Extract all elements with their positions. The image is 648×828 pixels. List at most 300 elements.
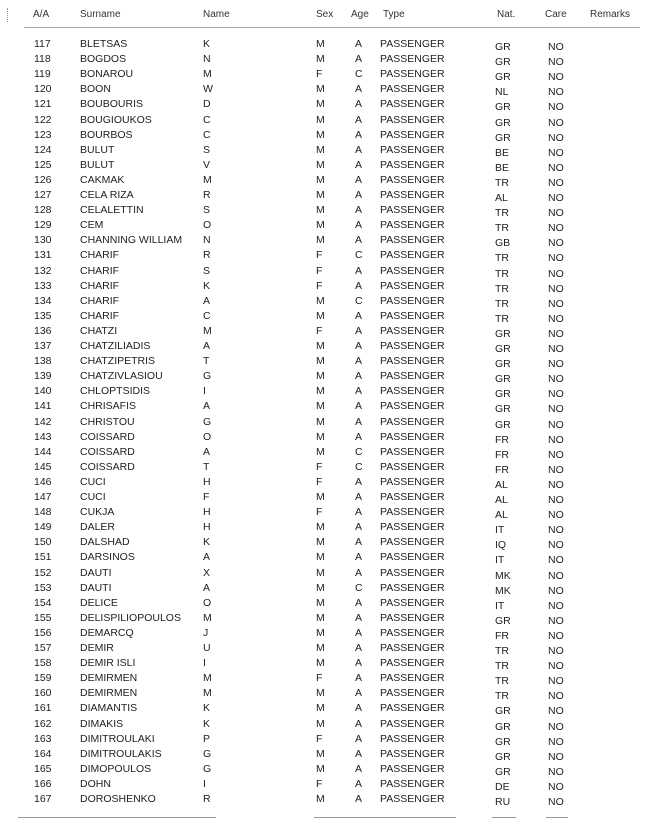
cell-surname: CHRISAFIS: [80, 400, 137, 413]
cell-surname: BOUBOURIS: [80, 98, 144, 111]
cell-name: G: [203, 370, 212, 383]
cell-type: PASSENGER: [380, 551, 445, 564]
cell-care: NO: [548, 690, 564, 703]
cell-name: A: [203, 294, 211, 307]
cell-aa: 142: [34, 415, 52, 428]
cell-name: M: [203, 68, 212, 81]
cell-care: NO: [548, 705, 564, 718]
cell-name: S: [203, 143, 211, 156]
cell-nat: TR: [495, 267, 509, 280]
cell-sex: M: [316, 294, 325, 307]
cell-type: PASSENGER: [380, 83, 445, 96]
cell-nat: GR: [495, 343, 511, 355]
cell-type: PASSENGER: [380, 400, 445, 413]
cell-type: PASSENGER: [380, 521, 445, 534]
cell-age: A: [355, 626, 363, 639]
cell-surname: BLETSAS: [80, 38, 128, 50]
cell-nat: GR: [495, 765, 511, 778]
cell-surname: DOHN: [80, 777, 111, 790]
cell-age: A: [355, 98, 363, 111]
cell-care: NO: [548, 599, 564, 612]
cell-sex: M: [316, 626, 325, 639]
cell-age: C: [355, 581, 363, 594]
cell-surname: CHARIF: [80, 279, 120, 292]
cell-surname: BOUGIOUKOS: [80, 113, 152, 126]
cell-age: A: [355, 717, 363, 730]
cell-name: P: [203, 732, 211, 745]
cell-name: G: [203, 747, 212, 760]
table-row: [0, 567, 648, 582]
cell-age: A: [355, 491, 363, 503]
cell-surname: CHATZIPETRIS: [80, 355, 156, 368]
cell-sex: M: [316, 143, 325, 156]
cell-nat: AL: [495, 192, 508, 204]
cell-sex: M: [316, 400, 325, 413]
cell-age: A: [355, 340, 363, 352]
table-row: [0, 114, 648, 129]
cell-type: PASSENGER: [380, 143, 445, 156]
table-row: [0, 748, 648, 763]
table-row: [0, 597, 648, 612]
table-row: [0, 642, 648, 657]
cell-name: K: [203, 717, 211, 730]
cell-age: A: [355, 355, 363, 368]
cell-type: PASSENGER: [380, 128, 445, 141]
cell-care: NO: [548, 765, 564, 778]
cell-surname: DEMIRMEN: [80, 672, 138, 685]
cell-nat: GB: [495, 237, 511, 250]
table-row: [0, 129, 648, 144]
cell-nat: BE: [495, 146, 510, 159]
cell-care: NO: [548, 660, 564, 673]
page-margin-mark: [7, 8, 9, 22]
cell-age: A: [355, 642, 363, 654]
cell-surname: CHARIF: [80, 249, 120, 262]
cell-type: PASSENGER: [380, 687, 445, 700]
cell-surname: CHARIF: [80, 294, 120, 307]
cell-aa: 136: [34, 324, 52, 337]
cell-aa: 164: [34, 747, 52, 760]
cell-aa: 124: [34, 143, 52, 156]
cell-sex: M: [316, 98, 325, 111]
cell-age: A: [355, 173, 363, 186]
cell-aa: 130: [34, 234, 52, 247]
cell-type: PASSENGER: [380, 777, 445, 790]
table-row: [0, 98, 648, 113]
cell-sex: F: [316, 324, 323, 337]
table-row: [0, 687, 648, 702]
cell-sex: M: [316, 430, 325, 443]
cell-name: K: [203, 536, 211, 549]
cell-nat: GR: [495, 705, 511, 718]
table-row: [0, 355, 648, 370]
cell-age: A: [355, 264, 363, 277]
cell-aa: 157: [34, 642, 52, 654]
cell-care: NO: [548, 750, 564, 763]
cell-surname: CHATZIVLASIOU: [80, 370, 163, 383]
cell-type: PASSENGER: [380, 732, 445, 745]
cell-aa: 139: [34, 370, 52, 383]
cell-age: A: [355, 747, 363, 760]
cell-aa: 154: [34, 596, 52, 609]
cell-aa: 155: [34, 611, 52, 624]
cell-surname: CHARIF: [80, 264, 120, 277]
cell-care: NO: [548, 373, 564, 386]
table-row: [0, 778, 648, 793]
cell-sex: M: [316, 370, 325, 383]
cell-type: PASSENGER: [380, 370, 445, 383]
cell-sex: M: [316, 53, 325, 66]
cell-type: PASSENGER: [380, 460, 445, 473]
table-row: [0, 310, 648, 325]
cell-aa: 146: [34, 475, 52, 488]
cell-name: M: [203, 324, 212, 337]
header-name: Name: [203, 9, 230, 20]
cell-sex: F: [316, 279, 323, 292]
cell-name: I: [203, 385, 206, 398]
cell-care: NO: [548, 237, 564, 250]
cell-name: X: [203, 566, 211, 579]
cell-type: PASSENGER: [380, 204, 445, 217]
cell-type: PASSENGER: [380, 189, 445, 201]
cell-name: C: [203, 128, 211, 141]
cell-nat: IQ: [495, 539, 507, 552]
cell-nat: GR: [495, 71, 511, 84]
cell-surname: CAKMAK: [80, 173, 125, 186]
cell-name: T: [203, 460, 210, 473]
cell-nat: AL: [495, 494, 508, 506]
cell-aa: 126: [34, 173, 52, 186]
cell-name: G: [203, 415, 212, 428]
cell-aa: 162: [34, 717, 52, 730]
cell-age: C: [355, 249, 363, 262]
cell-aa: 122: [34, 113, 52, 126]
cell-aa: 158: [34, 657, 52, 670]
cell-type: PASSENGER: [380, 491, 445, 503]
cell-type: PASSENGER: [380, 596, 445, 609]
cell-sex: M: [316, 189, 325, 201]
cell-nat: MK: [495, 569, 511, 582]
cell-sex: M: [316, 536, 325, 549]
cell-type: PASSENGER: [380, 581, 445, 594]
cell-nat: GR: [495, 56, 511, 69]
cell-type: PASSENGER: [380, 340, 445, 352]
cell-surname: COISSARD: [80, 430, 135, 443]
cell-sex: M: [316, 762, 325, 775]
cell-care: NO: [548, 312, 564, 325]
cell-care: NO: [548, 403, 564, 416]
cell-aa: 145: [34, 460, 52, 473]
cell-sex: M: [316, 551, 325, 564]
cell-sex: M: [316, 128, 325, 141]
cell-age: A: [355, 611, 363, 624]
cell-aa: 147: [34, 491, 52, 503]
cell-age: A: [355, 762, 363, 775]
cell-name: R: [203, 249, 211, 262]
cell-age: A: [355, 566, 363, 579]
cell-nat: IT: [495, 599, 505, 612]
cell-sex: M: [316, 657, 325, 670]
cell-name: A: [203, 551, 211, 564]
cell-name: N: [203, 234, 211, 247]
cell-nat: BE: [495, 161, 510, 174]
cell-aa: 165: [34, 762, 52, 775]
cell-surname: CUKJA: [80, 506, 115, 519]
cell-age: A: [355, 400, 363, 413]
cell-aa: 127: [34, 189, 52, 201]
table-row: [0, 718, 648, 733]
bottom-rule: [492, 817, 516, 818]
cell-age: A: [355, 309, 363, 322]
table-row: [0, 400, 648, 415]
cell-sex: M: [316, 173, 325, 186]
table-row: [0, 249, 648, 264]
cell-nat: GR: [495, 403, 511, 416]
table-row: [0, 83, 648, 98]
cell-aa: 163: [34, 732, 52, 745]
cell-nat: FR: [495, 448, 509, 461]
table-row: [0, 295, 648, 310]
cell-care: NO: [548, 146, 564, 159]
bottom-rule: [546, 817, 568, 818]
table-row: [0, 431, 648, 446]
cell-aa: 133: [34, 279, 52, 292]
cell-nat: FR: [495, 463, 509, 476]
cell-name: G: [203, 762, 212, 775]
cell-type: PASSENGER: [380, 309, 445, 322]
cell-care: NO: [548, 101, 564, 114]
cell-type: PASSENGER: [380, 158, 445, 171]
table-row: [0, 370, 648, 385]
header-age: Age: [351, 9, 369, 20]
cell-surname: DIMITROULAKI: [80, 732, 155, 745]
cell-nat: GR: [495, 720, 511, 733]
cell-type: PASSENGER: [380, 717, 445, 730]
cell-age: A: [355, 324, 363, 337]
cell-name: U: [203, 642, 211, 654]
cell-care: NO: [548, 584, 564, 597]
cell-name: C: [203, 113, 211, 126]
table-row: [0, 325, 648, 340]
table-row: [0, 189, 648, 204]
cell-care: NO: [548, 448, 564, 461]
cell-aa: 153: [34, 581, 52, 594]
cell-care: NO: [548, 116, 564, 129]
cell-nat: GR: [495, 358, 511, 371]
cell-sex: M: [316, 445, 325, 458]
cell-aa: 120: [34, 83, 52, 96]
cell-aa: 161: [34, 702, 52, 715]
cell-age: A: [355, 158, 363, 171]
cell-surname: CHARIF: [80, 309, 120, 322]
table-row: [0, 702, 648, 717]
cell-age: A: [355, 385, 363, 398]
cell-aa: 132: [34, 264, 52, 277]
cell-nat: AL: [495, 478, 508, 491]
cell-sex: F: [316, 732, 323, 745]
cell-aa: 150: [34, 536, 52, 549]
cell-aa: 167: [34, 793, 52, 805]
table-row: [0, 265, 648, 280]
cell-name: R: [203, 793, 211, 805]
table-row: [0, 340, 648, 355]
cell-care: NO: [548, 358, 564, 371]
cell-care: NO: [548, 735, 564, 748]
cell-name: K: [203, 279, 211, 292]
cell-sex: F: [316, 68, 323, 81]
cell-surname: DOROSHENKO: [80, 793, 156, 805]
cell-aa: 131: [34, 249, 52, 262]
cell-name: O: [203, 219, 212, 232]
cell-sex: M: [316, 581, 325, 594]
cell-nat: GR: [495, 614, 511, 627]
table-row: [0, 53, 648, 68]
cell-surname: DIAMANTIS: [80, 702, 138, 715]
cell-type: PASSENGER: [380, 355, 445, 368]
cell-nat: GR: [495, 41, 511, 53]
cell-care: NO: [548, 388, 564, 401]
cell-age: A: [355, 732, 363, 745]
cell-sex: F: [316, 249, 323, 262]
cell-care: NO: [548, 433, 564, 446]
cell-care: NO: [548, 418, 564, 431]
cell-sex: M: [316, 340, 325, 352]
cell-age: A: [355, 370, 363, 383]
cell-care: NO: [548, 524, 564, 537]
cell-sex: M: [316, 234, 325, 247]
cell-type: PASSENGER: [380, 445, 445, 458]
cell-sex: M: [316, 702, 325, 715]
cell-nat: IT: [495, 554, 505, 567]
cell-age: A: [355, 521, 363, 534]
cell-type: PASSENGER: [380, 672, 445, 685]
table-row: [0, 461, 648, 476]
cell-aa: 125: [34, 158, 52, 171]
cell-nat: TR: [495, 282, 509, 295]
cell-type: PASSENGER: [380, 415, 445, 428]
cell-age: C: [355, 460, 363, 473]
cell-nat: GR: [495, 327, 511, 340]
cell-type: PASSENGER: [380, 264, 445, 277]
cell-aa: 159: [34, 672, 52, 685]
cell-nat: GR: [495, 388, 511, 401]
cell-sex: M: [316, 747, 325, 760]
cell-nat: DE: [495, 780, 510, 793]
table-row: [0, 506, 648, 521]
cell-age: A: [355, 596, 363, 609]
cell-nat: TR: [495, 222, 509, 235]
cell-surname: CHRISTOU: [80, 415, 135, 428]
cell-age: A: [355, 189, 363, 201]
cell-surname: DEMIR ISLI: [80, 657, 136, 670]
cell-aa: 121: [34, 98, 52, 111]
cell-nat: TR: [495, 252, 509, 265]
table-row: [0, 627, 648, 642]
cell-name: H: [203, 475, 211, 488]
cell-nat: RU: [495, 796, 511, 808]
cell-care: NO: [548, 252, 564, 265]
table-row: [0, 672, 648, 687]
cell-name: W: [203, 83, 213, 96]
cell-surname: DALER: [80, 521, 116, 534]
cell-sex: M: [316, 611, 325, 624]
table-row: [0, 38, 648, 53]
cell-type: PASSENGER: [380, 68, 445, 81]
cell-type: PASSENGER: [380, 702, 445, 715]
cell-sex: M: [316, 642, 325, 654]
cell-name: I: [203, 657, 206, 670]
cell-sex: M: [316, 385, 325, 398]
cell-name: J: [203, 626, 209, 639]
cell-age: A: [355, 128, 363, 141]
cell-age: A: [355, 777, 363, 790]
cell-type: PASSENGER: [380, 747, 445, 760]
cell-care: NO: [548, 796, 564, 808]
cell-type: PASSENGER: [380, 279, 445, 292]
cell-sex: M: [316, 204, 325, 217]
cell-type: PASSENGER: [380, 385, 445, 398]
table-row: [0, 793, 648, 808]
cell-surname: DEMIR: [80, 642, 114, 654]
cell-care: NO: [548, 645, 564, 657]
cell-sex: M: [316, 717, 325, 730]
table-row: [0, 144, 648, 159]
cell-care: NO: [548, 509, 564, 522]
cell-age: A: [355, 113, 363, 126]
cell-surname: CHLOPTSIDIS: [80, 385, 151, 398]
cell-name: I: [203, 777, 206, 790]
cell-nat: TR: [495, 176, 509, 189]
cell-aa: 135: [34, 309, 52, 322]
cell-surname: DIMAKIS: [80, 717, 124, 730]
cell-name: H: [203, 506, 211, 519]
cell-type: PASSENGER: [380, 249, 445, 262]
cell-type: PASSENGER: [380, 38, 445, 50]
header-nat: Nat.: [497, 9, 516, 20]
cell-type: PASSENGER: [380, 611, 445, 624]
cell-care: NO: [548, 176, 564, 189]
cell-age: A: [355, 536, 363, 549]
cell-age: A: [355, 204, 363, 217]
cell-care: NO: [548, 720, 564, 733]
cell-surname: BONAROU: [80, 68, 134, 81]
table-row: [0, 280, 648, 295]
cell-name: F: [203, 491, 210, 503]
table-row: [0, 476, 648, 491]
cell-age: A: [355, 38, 363, 50]
cell-name: M: [203, 687, 212, 700]
cell-sex: F: [316, 475, 323, 488]
cell-surname: DELISPILIOPOULOS: [80, 611, 181, 624]
cell-name: S: [203, 264, 211, 277]
cell-name: D: [203, 98, 211, 111]
cell-name: M: [203, 672, 212, 685]
table-row: [0, 219, 648, 234]
cell-type: PASSENGER: [380, 219, 445, 232]
cell-nat: TR: [495, 645, 509, 657]
cell-aa: 140: [34, 385, 52, 398]
cell-aa: 141: [34, 400, 52, 413]
cell-name: M: [203, 611, 212, 624]
table-row: [0, 174, 648, 189]
cell-name: N: [203, 53, 211, 66]
cell-nat: TR: [495, 312, 509, 325]
cell-nat: GR: [495, 750, 511, 763]
cell-care: NO: [548, 780, 564, 793]
cell-age: A: [355, 793, 363, 805]
cell-name: V: [203, 158, 211, 171]
cell-age: C: [355, 445, 363, 458]
